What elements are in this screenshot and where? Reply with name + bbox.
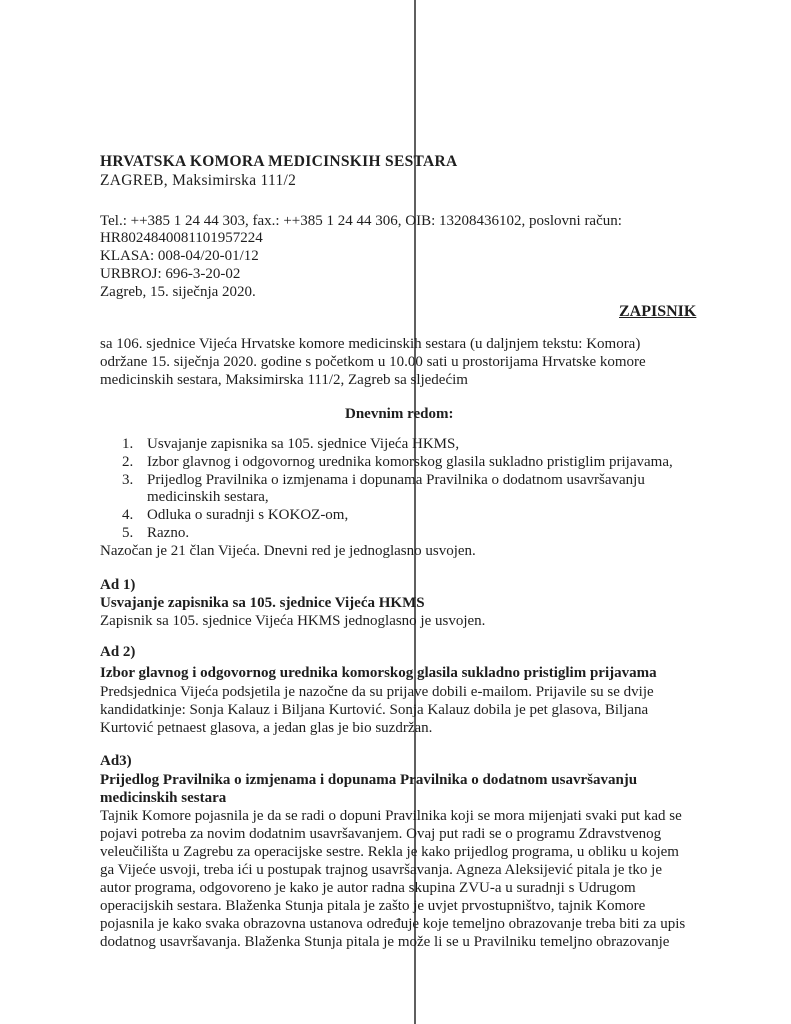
ad3-text: dodatnog usavršavanja. Blaženka Stunja pitala je može li se u Pravilniku temeljno obrazovanje [100, 934, 670, 950]
intro-line: održane 15. siječnja 2020. godine s početkom u 10.00 sati u prostorijama Hrvatske komore [100, 354, 646, 370]
agenda-item: Razno. [147, 525, 190, 541]
ad2-text: kandidatkinje: Sonja Kalauz i Biljana Kurtović. Sonja Kalauz dobila je pet glasova, Biljana [100, 702, 649, 718]
ad2-heading: Izbor glavnog i odgovornog urednika komorskog glasila sukladno pristiglim prijavama [100, 665, 657, 681]
agenda-number: 5. [122, 525, 134, 541]
ad2-text: Predsjednica Vijeća podsjetila je nazočne da su prijave dobili e-mailom. Prijavile su se dvije [100, 684, 654, 700]
ad3-heading: medicinskih sestara [100, 790, 227, 806]
agenda-number: 4. [122, 507, 134, 523]
document-date: Zagreb, 15. siječnja 2020. [100, 284, 256, 300]
document-title: ZAPISNIK [619, 303, 697, 320]
ad3-text: veleučilišta u Zagrebu za operacijske sestre. Rekla je kako prijedlog programa, u obliku u kojem [100, 844, 679, 860]
ad3-text: Tajnik Komore pojasnila je da se radi o dopuni Pravilnika koji se mora mijenjati svaki put kad se [100, 808, 682, 824]
contact-line: Tel.: ++385 1 24 44 303, fax.: ++385 1 24 44 306, OIB: 13208436102, poslovni račun: [100, 213, 622, 229]
ad3-text: pojavi potreba za novim dodatnim usavršavanjem. Ovaj put radi se o programu Zdravstvenog [100, 826, 662, 842]
ad3-heading: Prijedlog Pravilnika o izmjenama i dopunama Pravilnika o dodatnom usavršavanju [100, 772, 638, 788]
ad3-text: autor programa, odgovoreno je kako je autor radna skupina ZVU-a u suradnji s Udrugom [100, 880, 636, 896]
klasa: KLASA: 008-04/20-01/12 [100, 248, 259, 264]
intro-line: sa 106. sjednice Vijeća Hrvatske komore medicinskih sestara (u daljnjem tekstu: Komora) [100, 336, 641, 352]
ad1-text: Zapisnik sa 105. sjednice Vijeća HKMS jednoglasno je usvojen. [100, 613, 486, 629]
agenda-item: Odluka o suradnji s KOKOZ-om, [147, 507, 349, 523]
attendance-note: Nazočan je 21 član Vijeća. Dnevni red je jednoglasno usvojen. [100, 543, 476, 559]
org-address: ZAGREB, Maksimirska 111/2 [100, 172, 297, 189]
org-name: HRVATSKA KOMORA MEDICINSKIH SESTARA [100, 153, 458, 170]
ad2-label: Ad 2) [100, 644, 136, 660]
agenda-number: 1. [122, 436, 134, 452]
ad1-heading: Usvajanje zapisnika sa 105. sjednice Vijeća HKMS [100, 595, 425, 611]
bank-account: HR8024840081101957224 [100, 230, 263, 246]
agenda-item: Izbor glavnog i odgovornog urednika komorskog glasila sukladno pristiglim prijavama, [147, 454, 673, 470]
ad3-text: pojasnila je kako svaka obrazovna ustanova određuje koje temeljno obrazovanje treba biti za upis [100, 916, 686, 932]
agenda-number: 3. [122, 472, 134, 488]
agenda-item-continued: medicinskih sestara, [147, 489, 269, 505]
agenda-item: Prijedlog Pravilnika o izmjenama i dopunama Pravilnika o dodatnom usavršavanju [147, 472, 645, 488]
ad3-label: Ad3) [100, 753, 132, 769]
ad2-text: Kurtović petnaest glasova, a jedan glas je bio suzdržan. [100, 720, 433, 736]
ad1-label: Ad 1) [100, 577, 136, 593]
agenda-number: 2. [122, 454, 134, 470]
ad3-text: operacijskih sestara. Blaženka Stunja pitala je zašto je uvjet prvostupništvo, tajnik Komore [100, 898, 646, 914]
agenda-item: Usvajanje zapisnika sa 105. sjednice Vijeća HKMS, [147, 436, 460, 452]
intro-line: medicinskih sestara, Maksimirska 111/2, Zagreb sa sljedećim [100, 372, 468, 388]
agenda-title: Dnevnim redom: [345, 406, 454, 422]
urbroj: URBROJ: 696-3-20-02 [100, 266, 241, 282]
ad3-text: ga Vijeće usvoji, treba ići u postupak trajnog usavršavanja. Agneza Aleksijević pitala je tko je [100, 862, 662, 878]
